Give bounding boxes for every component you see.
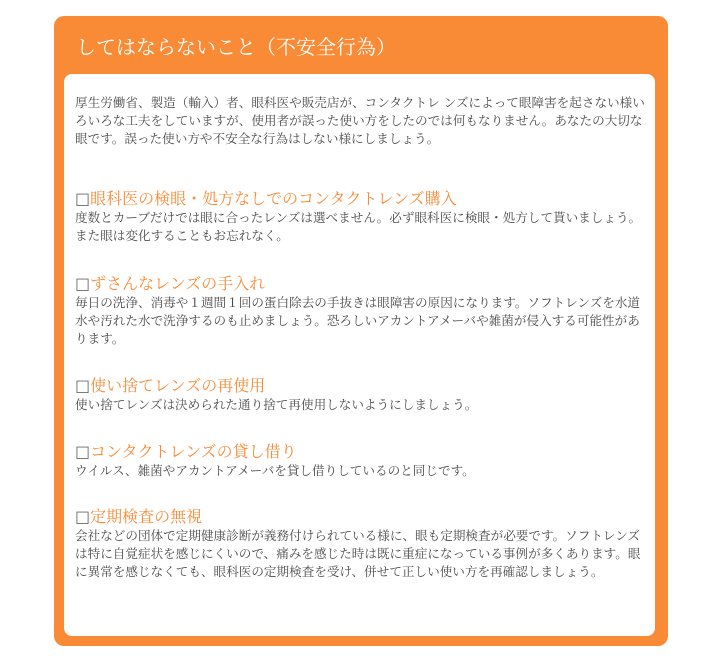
checkbox-icon: □ (75, 376, 91, 395)
section-disposable-reuse (75, 376, 651, 414)
checkbox-icon: □ (75, 274, 91, 293)
checkbox-icon: □ (75, 442, 91, 461)
section-heading-text: コンタクトレンズの貸し借り (90, 442, 297, 461)
section-body: 毎日の洗浄、消毒や１週間１回の蛋白除去の手抜きは眼障害の原因になります。ソフトレンズを水道水や汚れた水で洗浄するのも止めましょう。恐ろしいアカントアメーバや雑菌が侵入する可能性があります。 (75, 295, 641, 346)
section-heading-text: ずさんなレンズの手入れ (90, 274, 266, 293)
section-body: 会社などの団体で定期健康診断が義務付けられている様に、眼も定期検査が必要です。ソフトレンズは特に自覚症状を感じにくいので、痛みを感じた時は既に重症になっている事例が多くあります。眼に異常を感じなくても、眼科医の定期検査を受け、併せて正しい使い方を再確認しましょう。 (75, 528, 641, 579)
intro-text: 厚生労働省、製造（輸入）者、眼科医や販売店が、コンタクトレ ンズによって眼障害を起さない様いろいろな工夫をしていますが、使用者が誤った使い方をしたのでは何もなりません。あなたの大切な眼です。誤った使い方や不安全な行為はしない様にしましょう。 (75, 95, 645, 146)
section-heading (75, 507, 651, 527)
section-careless-care (75, 274, 651, 347)
section-heading-text: 定期検査の無視 (90, 507, 203, 526)
section-no-prescription (75, 189, 651, 245)
checkbox-icon: □ (75, 189, 91, 208)
section-heading-text: 眼科医の検眼・処方なしでのコンタクトレンズ購入 (90, 189, 457, 208)
section-body: 使い捨てレンズは決められた通り捨て再使用しないようにしましょう。 (75, 397, 478, 412)
section-heading-text: 使い捨てレンズの再使用 (90, 376, 266, 395)
section-heading (75, 442, 651, 462)
checkbox-icon: □ (75, 507, 91, 526)
section-heading (75, 376, 651, 396)
section-heading (75, 274, 651, 294)
panel-title: してはならないこと（不安全行為） (76, 35, 396, 59)
section-body: 度数とカーブだけでは眼に合ったレンズは選べません。必ず眼科医に検眼・処方して貰いましょう。また眼は変化することもお忘れなく。 (75, 210, 642, 243)
section-heading (75, 189, 651, 209)
section-body: ウイルス、雑菌やアカントアメーバを貸し借りしているのと同じです。 (75, 463, 475, 478)
content-card (64, 74, 655, 636)
notice-panel (54, 16, 668, 646)
section-skip-checkup (75, 507, 651, 580)
section-lens-sharing (75, 442, 651, 480)
